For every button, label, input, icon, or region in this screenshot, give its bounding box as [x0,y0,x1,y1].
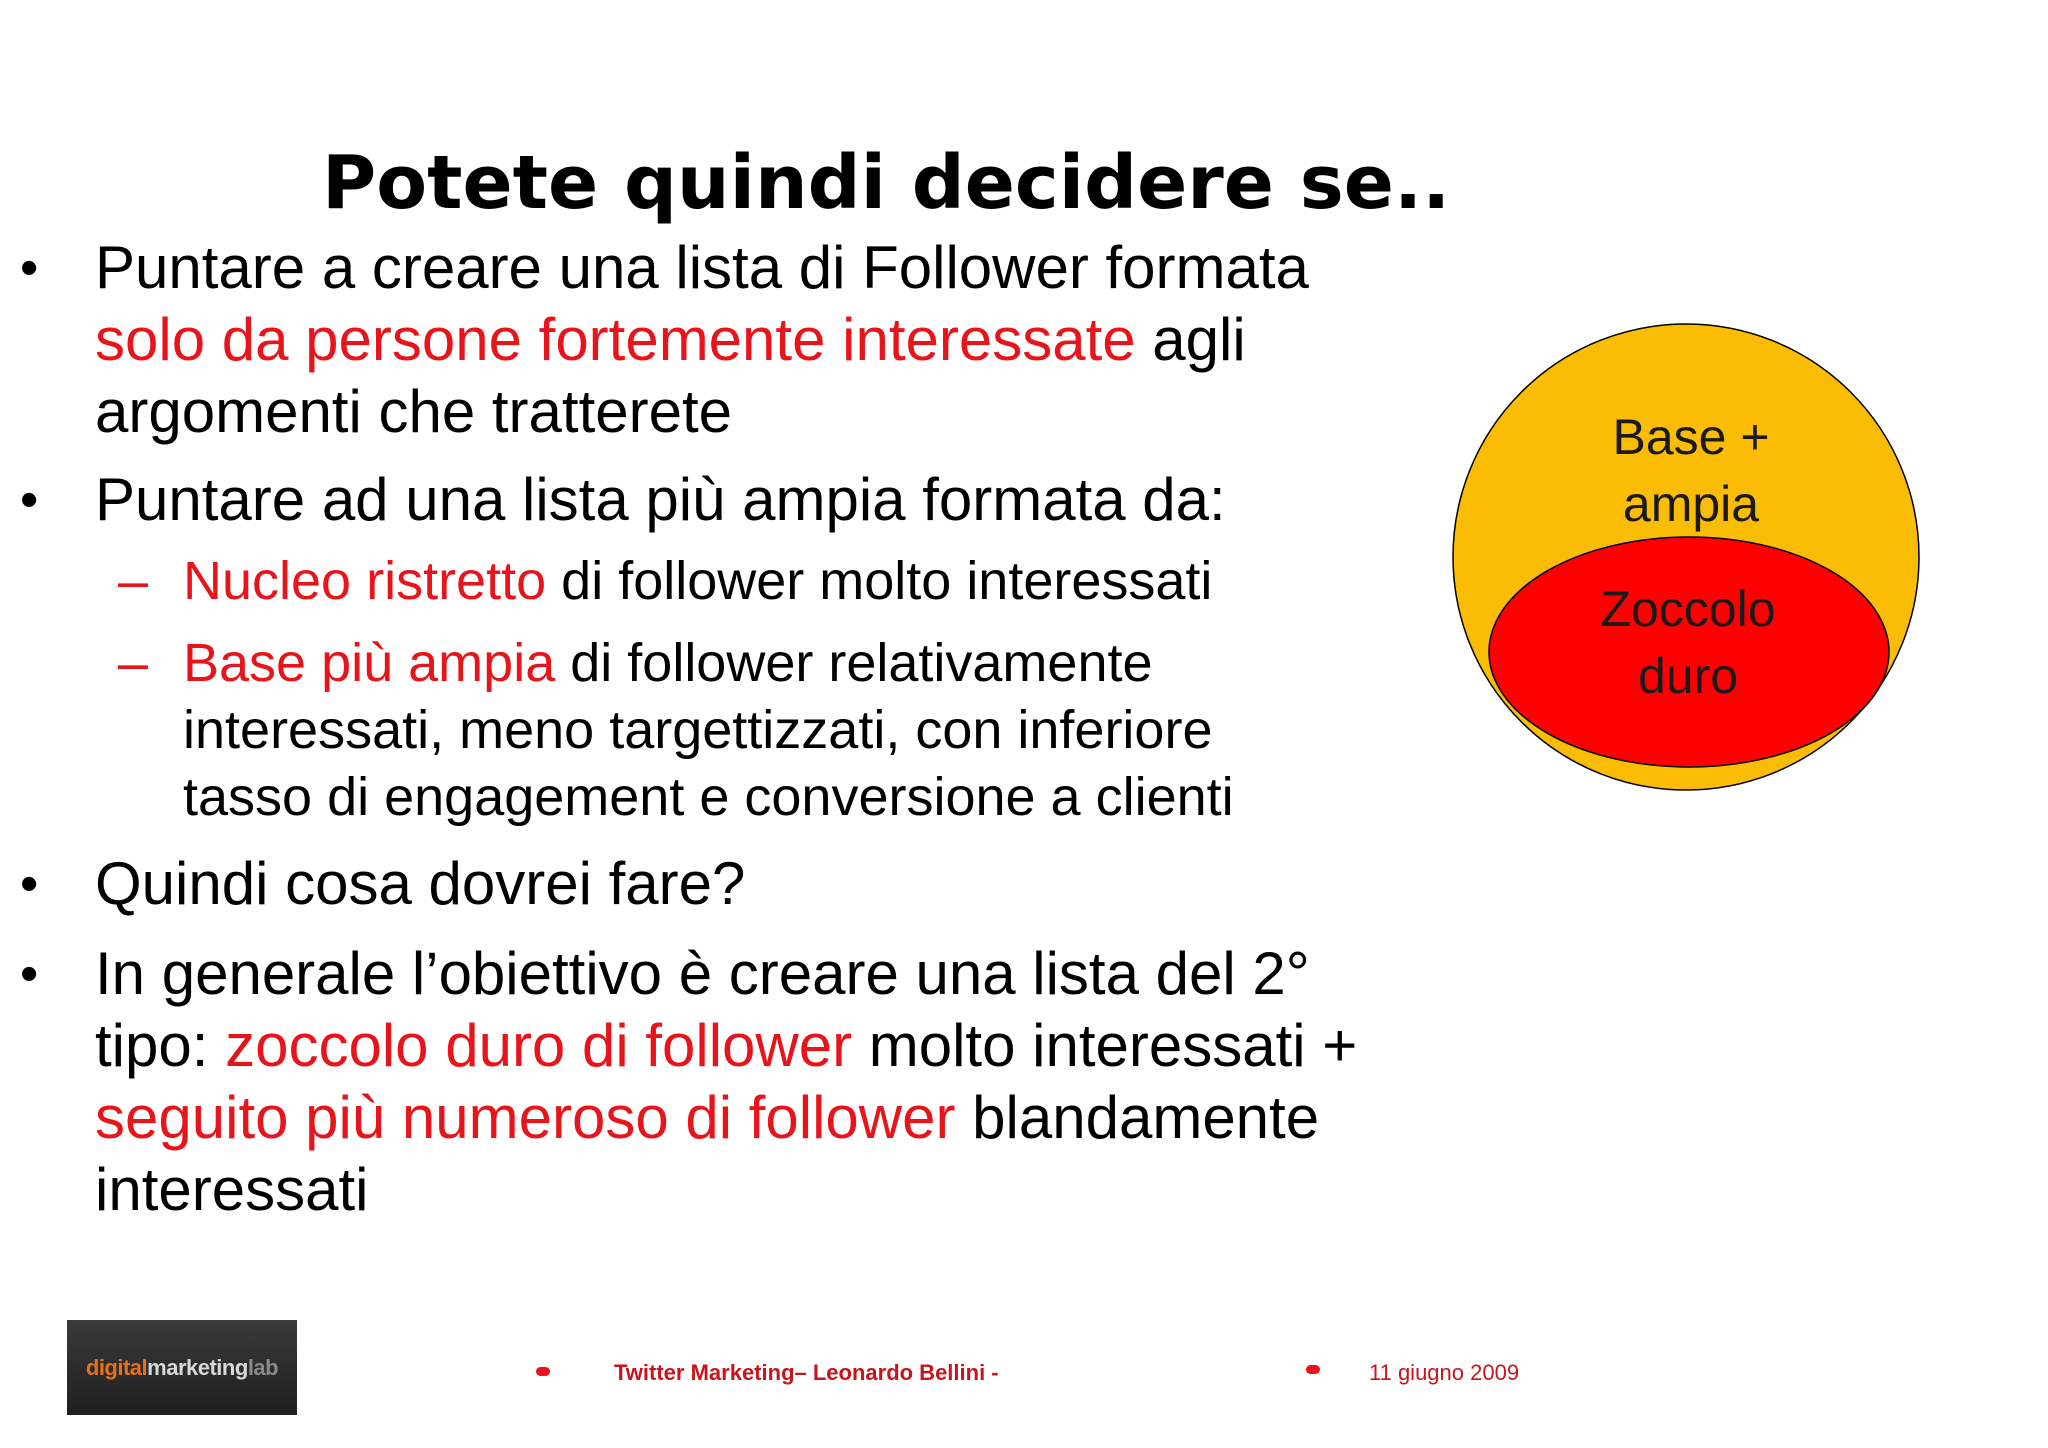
logo-text-marketing: marketing [147,1354,248,1380]
bullet-item [20,232,1495,448]
bullet-text: argomenti che tratterete [95,378,733,445]
bullet-highlight: zoccolo duro di follower [225,1012,853,1079]
diagram-svg [1446,320,1926,800]
bullet-text: molto interessati + [868,1012,1358,1079]
sub-bullet-text: tasso di engagement e conversione a clienti [183,767,1234,827]
sub-bullet-item [118,548,1433,615]
sub-bullet-text: interessati, meno targettizzati, con inferiore [183,700,1213,760]
outer-label-line2: ampia [1622,476,1760,532]
bullet-text: interessati [95,1156,369,1223]
bullet-item [20,938,1495,1226]
footer-date: 11 giugno 2009 [1369,1360,1520,1385]
sub-bullet-dash: – [118,633,149,693]
bullet-dot: • [20,471,39,529]
bullet-dot: • [20,945,39,1003]
inner-label-line2: duro [1637,648,1739,704]
bullet-item [20,848,1495,920]
sub-bullet-dash: – [118,551,149,611]
footer-bullet-icon [536,1367,550,1376]
bullet-text: Puntare a creare una lista di Follower formata [95,234,1309,301]
inner-label-line1: Zoccolo [1600,581,1776,637]
inner-label [1528,576,1848,710]
bullet-dot: • [20,239,39,297]
bullet-dot: • [20,855,39,913]
bullet-text: agli [1152,306,1246,373]
bullet-text: Quindi cosa dovrei fare? [95,850,746,917]
outer-label-line1: Base + [1612,409,1770,465]
footer-presentation-title: Twitter Marketing– Leonardo Bellini - [614,1360,999,1385]
bullet-highlight: seguito più numeroso di follower [95,1084,956,1151]
outer-label [1531,404,1851,538]
bullet-item [20,464,1495,536]
slide-title: Potete quindi decidere se.. [322,140,1451,226]
bullet-text: tipo: [95,1012,209,1079]
bullet-text: blandamente [972,1084,1320,1151]
sub-bullet-text: di follower relativamente [570,633,1153,693]
logo-text-digital: digital [85,1354,148,1380]
sub-bullet-text: di follower molto interessati [561,551,1213,611]
bullet-text: In generale l’obiettivo è creare una lista del 2° [95,940,1310,1007]
sub-bullet-highlight: Nucleo ristretto [183,551,547,611]
bullet-highlight: solo da persone fortemente interessate [95,306,1136,373]
sub-bullet-highlight: Base più ampia [183,633,556,693]
logo-text-lab: lab [247,1354,279,1380]
digital-marketing-lab-logo [67,1320,297,1415]
sub-bullet-item [118,630,1433,831]
nested-circles-diagram [1446,320,1926,800]
footer-bullet-icon [1306,1365,1320,1374]
bullet-text: Puntare ad una lista più ampia formata da: [95,466,1226,533]
